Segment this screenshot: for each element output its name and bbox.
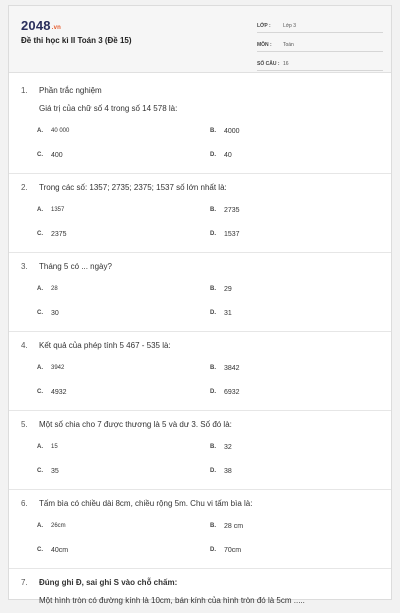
option-letter: A.	[37, 365, 43, 371]
option-text: 6932	[224, 388, 240, 396]
option-text: 400	[51, 151, 63, 159]
option-text: 29	[224, 285, 232, 293]
answer-options	[37, 198, 379, 246]
question-7	[9, 577, 391, 613]
option-c[interactable]	[37, 143, 210, 167]
option-d[interactable]	[210, 538, 379, 562]
meta-row-subject	[257, 35, 383, 52]
meta-label: LỚP :	[257, 23, 271, 29]
meta-row-class	[257, 16, 383, 33]
question-number: 7.	[21, 578, 28, 587]
question-list	[9, 73, 391, 613]
logo-domain: .vn	[51, 25, 62, 31]
option-text: 35	[51, 467, 59, 475]
option-letter: D.	[210, 468, 216, 474]
option-d[interactable]	[210, 143, 379, 167]
meta-value: Lớp 3	[283, 23, 297, 29]
answer-options	[37, 119, 379, 167]
question-text: Kết quả của phép tính 5 467 - 535 là:	[39, 341, 171, 350]
option-b[interactable]	[210, 198, 379, 222]
option-a[interactable]	[37, 514, 210, 538]
option-letter: B.	[210, 523, 216, 529]
option-text: 2375	[51, 230, 67, 238]
option-a[interactable]	[37, 277, 210, 301]
option-text: 4932	[51, 388, 67, 396]
question-text: Tháng 5 có ... ngày?	[39, 262, 112, 271]
option-letter: C.	[37, 389, 43, 395]
option-letter: B.	[210, 128, 216, 134]
option-letter: D.	[210, 152, 216, 158]
question-number: 3.	[21, 262, 28, 271]
option-text: 4000	[224, 127, 240, 135]
question-text: Tấm bìa có chiều dài 8cm, chiều rộng 5m. Chu vi tấm bìa là:	[39, 499, 253, 508]
option-d[interactable]	[210, 222, 379, 246]
option-text: 3842	[224, 364, 240, 372]
logo-text: 2048	[21, 18, 51, 33]
exam-title: Đề thi học kì II Toán 3 (Đề 15)	[21, 36, 132, 45]
question-3	[9, 261, 391, 332]
option-b[interactable]	[210, 119, 379, 143]
meta-label: SỐ CÂU :	[257, 61, 280, 67]
site-logo[interactable]	[21, 18, 61, 33]
option-b[interactable]	[210, 435, 379, 459]
option-text: 2735	[224, 206, 240, 214]
question-5	[9, 419, 391, 490]
option-letter: A.	[37, 523, 43, 529]
option-c[interactable]	[37, 538, 210, 562]
option-text: 1537	[224, 230, 240, 238]
option-d[interactable]	[210, 301, 379, 325]
option-text: 31	[224, 309, 232, 317]
option-text: 38	[224, 467, 232, 475]
option-text: 70cm	[224, 546, 242, 554]
option-letter: D.	[210, 547, 216, 553]
option-text: 40 000	[51, 128, 70, 134]
option-c[interactable]	[37, 301, 210, 325]
option-letter: C.	[37, 231, 43, 237]
option-d[interactable]	[210, 380, 379, 404]
option-text: 28 cm	[224, 522, 244, 530]
question-number: 4.	[21, 341, 28, 350]
option-letter: C.	[37, 152, 43, 158]
meta-value: 16	[283, 61, 289, 67]
option-a[interactable]	[37, 435, 210, 459]
option-letter: C.	[37, 468, 43, 474]
question-4	[9, 340, 391, 411]
question-subtext: Giá trị của chữ số 4 trong số 14 578 là:	[39, 104, 178, 113]
question-text: Phần trắc nghiệm	[39, 86, 102, 95]
option-letter: B.	[210, 365, 216, 371]
option-b[interactable]	[210, 277, 379, 301]
option-text: 3942	[51, 365, 65, 371]
question-number: 1.	[21, 86, 28, 95]
answer-options	[37, 277, 379, 325]
option-letter: D.	[210, 310, 216, 316]
option-letter: A.	[37, 207, 43, 213]
option-d[interactable]	[210, 459, 379, 483]
option-letter: B.	[210, 444, 216, 450]
question-number: 5.	[21, 420, 28, 429]
question-text: Trong các số: 1357; 2735; 2375; 1537 số lớn nhất là:	[39, 183, 227, 192]
option-text: 28	[51, 286, 58, 292]
option-letter: D.	[210, 389, 216, 395]
question-subtext: Một hình tròn có đường kính là 10cm, bán kính của hình tròn đó là 5cm .....	[39, 596, 305, 605]
option-c[interactable]	[37, 380, 210, 404]
option-letter: B.	[210, 207, 216, 213]
option-text: 26cm	[51, 523, 66, 529]
option-letter: D.	[210, 231, 216, 237]
option-text: 30	[51, 309, 59, 317]
option-b[interactable]	[210, 514, 379, 538]
question-number: 2.	[21, 183, 28, 192]
option-letter: B.	[210, 286, 216, 292]
answer-options	[37, 356, 379, 404]
option-b[interactable]	[210, 356, 379, 380]
answer-options	[37, 435, 379, 483]
meta-row-question-count	[257, 54, 383, 71]
question-number: 6.	[21, 499, 28, 508]
option-letter: A.	[37, 286, 43, 292]
option-letter: C.	[37, 310, 43, 316]
option-text: 1357	[51, 207, 65, 213]
option-text: 40cm	[51, 546, 69, 554]
option-c[interactable]	[37, 222, 210, 246]
option-text: 40	[224, 151, 232, 159]
answer-options	[37, 514, 379, 562]
question-1	[9, 85, 391, 174]
option-a[interactable]	[37, 198, 210, 222]
question-2	[9, 182, 391, 253]
meta-label: MÔN :	[257, 42, 272, 48]
question-6	[9, 498, 391, 569]
exam-header	[9, 6, 391, 73]
question-text: Một số chia cho 7 được thương là 5 và dư 3. Số đó là:	[39, 420, 232, 429]
option-a[interactable]	[37, 119, 210, 143]
option-a[interactable]	[37, 356, 210, 380]
option-letter: A.	[37, 128, 43, 134]
option-text: 15	[51, 444, 58, 450]
option-text: 32	[224, 443, 232, 451]
exam-meta	[257, 16, 383, 73]
option-c[interactable]	[37, 459, 210, 483]
option-letter: A.	[37, 444, 43, 450]
meta-value: Toán	[283, 42, 294, 48]
option-letter: C.	[37, 547, 43, 553]
exam-page	[8, 5, 392, 605]
question-text: Đúng ghi Đ, sai ghi S vào chỗ chấm:	[39, 578, 178, 587]
